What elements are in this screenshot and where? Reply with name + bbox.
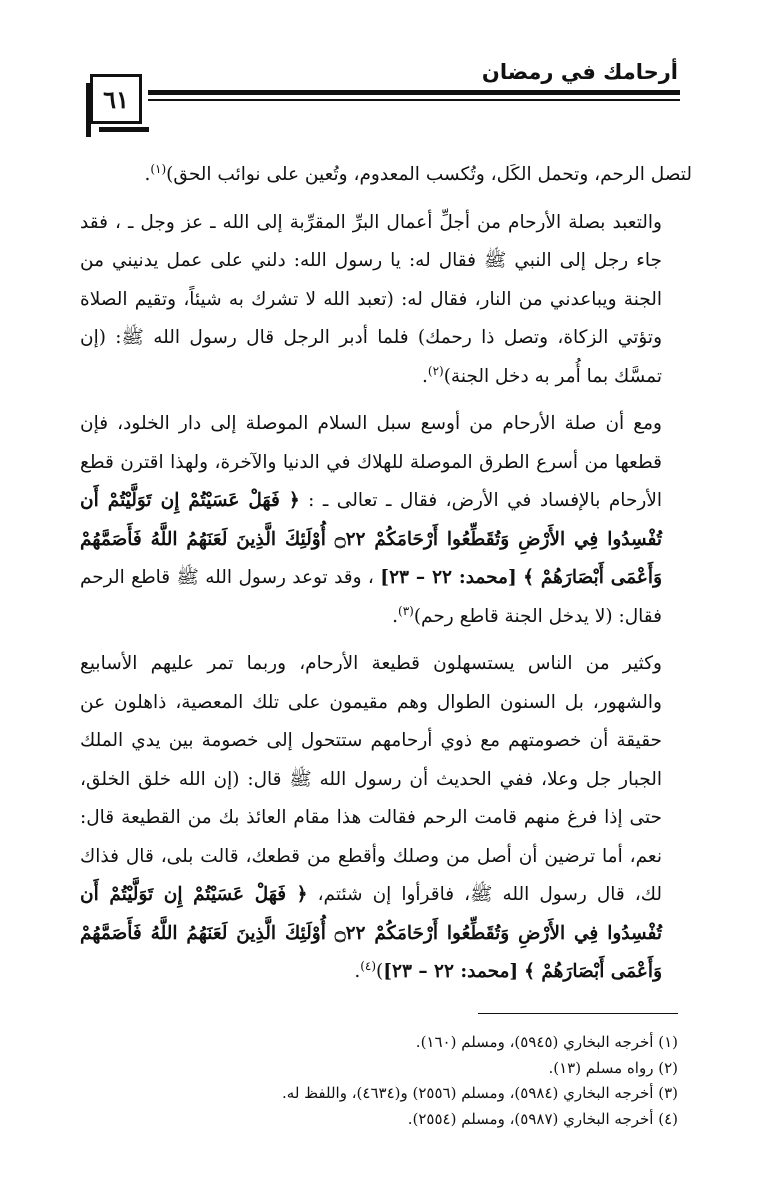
running-header-title: أرحامك في رمضان — [481, 60, 678, 84]
verse-reference-1: [محمد: ٢٢ – ٢٣] — [380, 567, 517, 588]
footnote-ref-4: (٤) — [360, 958, 377, 973]
header-rule-thin — [148, 99, 680, 101]
paragraph-4 — [80, 645, 692, 992]
paragraph-3-end: . — [392, 605, 398, 627]
paragraph-4-after: ) — [376, 961, 384, 982]
quran-verse-1: ﴿ فَهَلْ عَسَيْتُمْ إِن تَوَلَّيْتُمْ أَن تُفْسِدُوا فِي الأَرْضِ وَتُقَطِّعُوا أَرْحَامَكُمْ ۝٢٢ أُوْلَئِكَ الَّذِينَ لَعَنَهُمُ اللَّهُ فَأَصَمَّهُمْ وَأَعْمَى أَبْصَارَهُمْ ﴾ — [80, 490, 662, 588]
footnote-4: (٤) أخرجه البخاري (٥٩٨٧)، ومسلم (٢٥٥٤). — [407, 1109, 678, 1128]
paragraph-2-text: والتعبد بصلة الأرحام من أجلِّ أعمال البرِّ المقرِّبة إلى الله ـ عز وجل ـ ، فقد جاء رجل إلى النبي ﷺ فقال له: يا رسول الله: دلني على عمل يدنيني من الجنة ويباعدني من النار، فقال له: (تعبد الله لا تشرك به شيئاً، وتقيم الصلاة وتؤتي الزكاة، وتصل ذا رحمك) فلما أدبر الرجل قال رسول الله ﷺ: (إن تمسَّك بما أُمر به دخل الجنة) — [80, 211, 662, 387]
verse-reference-2: [محمد: ٢٢ – ٢٣] — [383, 961, 519, 982]
paragraph-4-text: وكثير من الناس يستسهلون قطيعة الأرحام، وربما تمر عليهم الأسابيع والشهور، بل السنون الطوال وهم مقيمون على تلك المعصية، ذاهلون عن حقيقة أن خصومتهم مع ذوي أرحامهم ستتحول إلى خصومة بين يدي الملك الجبار جل وعلا، ففي الحديث أن رسول الله ﷺ قال: (إن الله خلق الخلق، حتى إذا فرغ منهم قامت الرحم فقالت هذا مقام العائذ بك من القطيعة قال: نعم، أما ترضين أن أصل من وصلك وأقطع من قطعك، قالت بلى، قال فذاك لك، قال رسول الله ﷺ، فاقرأوا إن شئتم، — [80, 653, 662, 905]
paragraph-4-end: . — [354, 961, 361, 982]
body-text — [80, 156, 692, 992]
footnote-ref-2: (٢) — [427, 363, 444, 378]
paragraph-2-end: . — [422, 365, 428, 387]
footnote-2: (٢) رواه مسلم (١٣). — [548, 1058, 678, 1077]
paragraph-2 — [80, 204, 692, 397]
footnote-3: (٣) أخرجه البخاري (٥٩٨٤)، ومسلم (٢٥٥٦) و(٤٦٣٤)، واللفظ له. — [282, 1084, 678, 1102]
footnote-ref-1: (١) — [150, 161, 167, 176]
header-rule — [148, 90, 680, 106]
footnotes — [78, 1030, 678, 1132]
page-number-box — [90, 74, 142, 124]
page-number: ٦١ — [103, 84, 129, 114]
footnote-separator — [478, 1013, 678, 1014]
header-rule-thick — [148, 90, 680, 95]
paragraph-3-text: ومع أن صلة الأرحام من أوسع سبل السلام الموصلة إلى دار الخلود، فإن قطعها من أسرع الطرق الموصلة للهلاك في الدنيا والآخرة، ولهذا اقترن قطع الأرحام بالإفساد في الأرض، فقال ـ تعالى ـ : — [80, 413, 663, 511]
footnote-1: (١) أخرجه البخاري (٥٩٤٥)، ومسلم (١٦٠). — [415, 1033, 678, 1051]
paragraph-1 — [80, 156, 692, 195]
quran-verse-2: ﴿ فَهَلْ عَسَيْتُمْ إِن تَوَلَّيْتُمْ أَن تُفْسِدُوا فِي الأَرْضِ وَتُقَطِّعُوا أَرْحَامَكُمْ ۝٢٢ أُوْلَئِكَ الَّذِينَ لَعَنَهُمُ اللَّهُ فَأَصَمَّهُمْ وَأَعْمَى أَبْصَارَهُمْ ﴾ — [80, 884, 662, 982]
footnote-ref-3: (٣) — [398, 603, 414, 618]
paragraph-1-text: لتصل الرحم، وتحمل الكَل، وتُكسب المعدوم، وتُعين على نوائب الحق) — [166, 164, 692, 185]
paragraph-3 — [80, 405, 692, 636]
paragraph-3-after: ، وقد توعد رسول الله ﷺ قاطع الرحم فقال: (لا يدخل الجنة قاطع رحم) — [80, 567, 662, 627]
paragraph-1-end: . — [144, 164, 151, 185]
